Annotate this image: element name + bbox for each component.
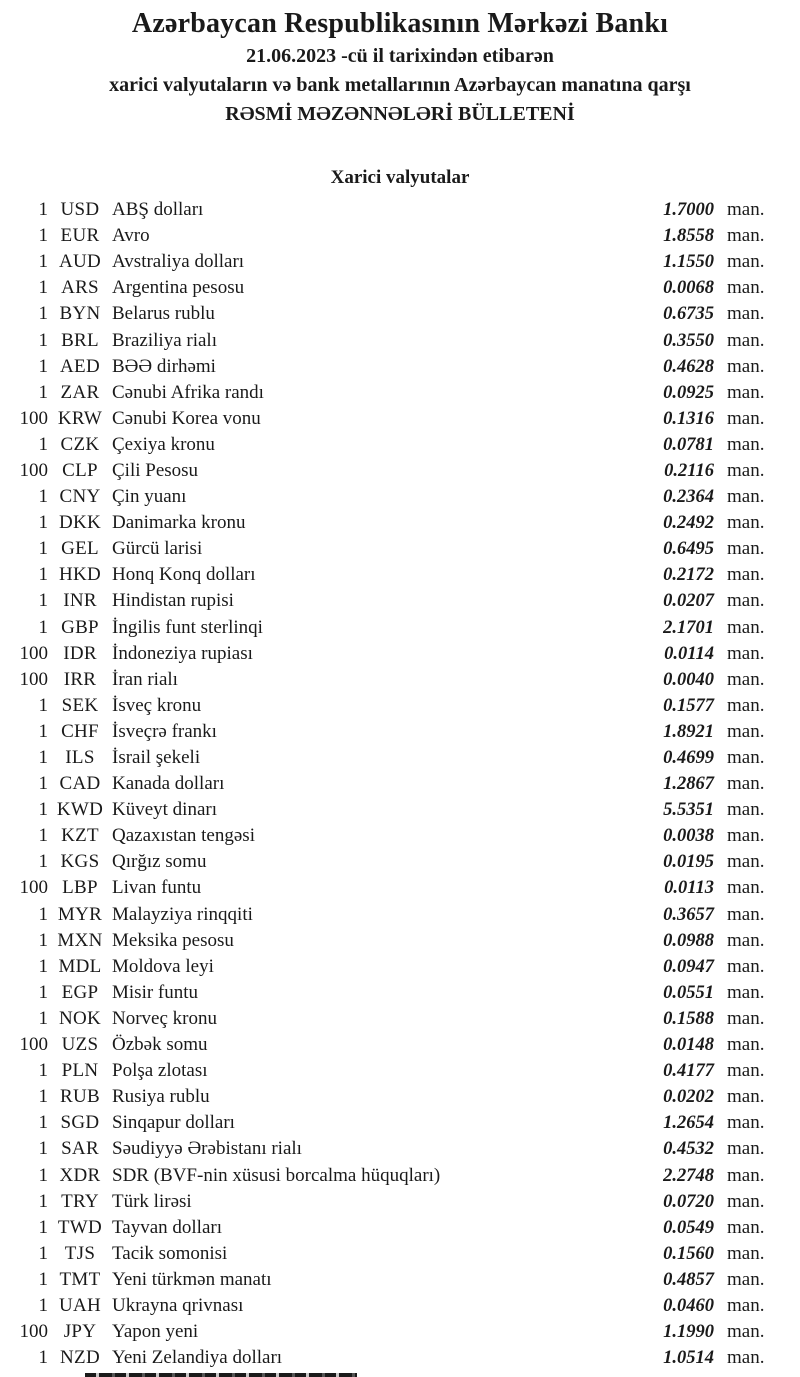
currency-code-cell: ARS	[61, 277, 99, 299]
rate-row	[0, 223, 800, 249]
currency-code-cell: KZT	[61, 825, 99, 847]
unit-cell: man.	[727, 694, 765, 716]
unit-cell: man.	[727, 825, 765, 847]
quantity-cell: 1	[38, 616, 48, 638]
currency-code-cell: CNY	[59, 486, 101, 508]
quantity-cell: 1	[38, 355, 48, 377]
rate-value-cell: 0.0038	[663, 826, 714, 847]
unit-cell: man.	[727, 225, 765, 247]
currency-code-cell: AED	[60, 355, 100, 377]
unit-cell: man.	[727, 955, 765, 977]
currency-name-cell: Səudiyyə Ərəbistanı rialı	[112, 1138, 302, 1160]
rate-row	[0, 641, 800, 667]
rate-row	[0, 875, 800, 901]
rate-row	[0, 354, 800, 380]
rate-row	[0, 1032, 800, 1058]
currency-name-cell: Avro	[112, 225, 150, 247]
rate-value-cell: 0.2492	[663, 513, 714, 534]
unit-cell: man.	[727, 1242, 765, 1264]
unit-cell: man.	[727, 1216, 765, 1238]
rate-row	[0, 197, 800, 223]
rate-row	[0, 1006, 800, 1032]
currency-name-cell: Çin yuanı	[112, 486, 187, 508]
currency-code-cell: SEK	[61, 694, 99, 716]
currency-name-cell: İsveçrə frankı	[112, 720, 217, 742]
unit-cell: man.	[727, 590, 765, 612]
quantity-cell: 1	[38, 433, 48, 455]
quantity-cell: 100	[19, 407, 48, 429]
rate-value-cell: 2.2748	[663, 1165, 714, 1186]
rate-value-cell: 0.1588	[663, 1008, 714, 1029]
unit-cell: man.	[727, 668, 765, 690]
rate-value-cell: 0.0195	[663, 852, 714, 873]
unit-cell: man.	[727, 1007, 765, 1029]
rate-value-cell: 0.3657	[663, 904, 714, 925]
rate-row	[0, 380, 800, 406]
currency-code-cell: UAH	[58, 1294, 102, 1316]
currency-name-cell: Yeni Zelandiya dolları	[112, 1347, 283, 1369]
currency-name-cell: Özbək somu	[112, 1034, 208, 1056]
rate-value-cell: 0.6495	[663, 539, 714, 560]
rate-row	[0, 980, 800, 1006]
currency-code-cell: USD	[60, 199, 100, 221]
unit-cell: man.	[727, 1190, 765, 1212]
rate-row	[0, 406, 800, 432]
unit-cell: man.	[727, 616, 765, 638]
rate-value-cell: 0.4857	[663, 1269, 714, 1290]
rate-row	[0, 1267, 800, 1293]
currency-name-cell: Moldova leyi	[112, 955, 214, 977]
currency-name-cell: Kanada dolları	[112, 773, 225, 795]
currency-name-cell: Çili Pesosu	[112, 459, 199, 481]
rate-row	[0, 615, 800, 641]
rate-row	[0, 902, 800, 928]
unit-cell: man.	[727, 512, 765, 534]
currency-code-cell: UZS	[61, 1034, 99, 1056]
unit-cell: man.	[727, 1034, 765, 1056]
currency-code-cell: KRW	[57, 407, 103, 429]
rate-value-cell: 0.0925	[663, 382, 714, 403]
currency-code-cell: JPY	[63, 1321, 97, 1343]
currency-name-cell: Gürcü larisi	[112, 538, 203, 560]
quantity-cell: 1	[38, 1190, 48, 1212]
unit-cell: man.	[727, 1060, 765, 1082]
currency-name-cell: Danimarka kronu	[112, 512, 246, 534]
rate-value-cell: 0.0720	[663, 1191, 714, 1212]
currency-code-cell: TWD	[57, 1216, 103, 1238]
quantity-cell: 1	[38, 799, 48, 821]
rate-value-cell: 0.0202	[663, 1087, 714, 1108]
unit-cell: man.	[727, 1112, 765, 1134]
quantity-cell: 1	[38, 981, 48, 1003]
unit-cell: man.	[727, 981, 765, 1003]
currency-name-cell: Livan funtu	[112, 877, 202, 899]
rate-value-cell: 1.0514	[663, 1348, 714, 1369]
unit-cell: man.	[727, 1347, 765, 1369]
quantity-cell: 1	[38, 1242, 48, 1264]
quantity-cell: 1	[38, 747, 48, 769]
quantity-cell: 1	[38, 251, 48, 273]
unit-cell: man.	[727, 486, 765, 508]
currency-name-cell: Honq Konq dolları	[112, 564, 256, 586]
currency-code-cell: TMT	[59, 1268, 101, 1290]
rate-row	[0, 1162, 800, 1188]
quantity-cell: 1	[38, 851, 48, 873]
currency-name-cell: Cənubi Korea vonu	[112, 407, 261, 429]
unit-cell: man.	[727, 407, 765, 429]
unit-cell: man.	[727, 564, 765, 586]
currency-name-cell: ABŞ dolları	[112, 199, 204, 221]
rate-value-cell: 0.1560	[663, 1243, 714, 1264]
rate-value-cell: 1.2654	[663, 1113, 714, 1134]
quantity-cell: 1	[38, 825, 48, 847]
currency-code-cell: LBP	[62, 877, 98, 899]
rate-row	[0, 1110, 800, 1136]
quantity-cell: 1	[38, 1347, 48, 1369]
unit-cell: man.	[727, 1294, 765, 1316]
quantity-cell: 1	[38, 773, 48, 795]
quantity-cell: 1	[38, 225, 48, 247]
unit-cell: man.	[727, 199, 765, 221]
unit-cell: man.	[727, 1086, 765, 1108]
currency-name-cell: Belarus rublu	[112, 303, 215, 325]
rate-value-cell: 1.1990	[663, 1322, 714, 1343]
currency-code-cell: SGD	[60, 1112, 100, 1134]
currency-code-cell: XDR	[59, 1164, 101, 1186]
rate-row	[0, 1293, 800, 1319]
rate-value-cell: 1.1550	[663, 252, 714, 273]
currency-code-cell: CHF	[61, 720, 99, 742]
unit-cell: man.	[727, 303, 765, 325]
quantity-cell: 1	[38, 1086, 48, 1108]
rate-value-cell: 0.0068	[663, 278, 714, 299]
currency-name-cell: Misir funtu	[112, 981, 199, 1003]
currency-code-cell: GEL	[61, 538, 99, 560]
quantity-cell: 100	[19, 459, 48, 481]
rate-row	[0, 1084, 800, 1110]
rate-row	[0, 301, 800, 327]
currency-name-cell: İndoneziya rupiası	[112, 642, 253, 664]
currency-code-cell: INR	[63, 590, 97, 612]
unit-cell: man.	[727, 538, 765, 560]
currency-code-cell: MXN	[57, 929, 103, 951]
quantity-cell: 1	[38, 590, 48, 612]
rate-row	[0, 458, 800, 484]
rate-row	[0, 1058, 800, 1084]
rate-row	[0, 954, 800, 980]
currency-code-cell: RUB	[60, 1086, 100, 1108]
unit-cell: man.	[727, 459, 765, 481]
quantity-cell: 100	[19, 1034, 48, 1056]
unit-cell: man.	[727, 1321, 765, 1343]
rate-row	[0, 510, 800, 536]
rate-value-cell: 0.0781	[663, 434, 714, 455]
rates-table	[0, 197, 800, 1371]
rate-value-cell: 0.1577	[663, 695, 714, 716]
bulletin-header	[0, 0, 800, 129]
currency-code-cell: BRL	[61, 329, 99, 351]
quantity-cell: 1	[38, 1268, 48, 1290]
quantity-cell: 1	[38, 538, 48, 560]
rate-value-cell: 0.0148	[663, 1035, 714, 1056]
quantity-cell: 1	[38, 955, 48, 977]
currency-code-cell: GBP	[61, 616, 99, 638]
currency-name-cell: Yeni türkmən manatı	[112, 1268, 272, 1290]
bank-name-title: Azərbaycan Respublikasının Mərkəzi Bankı	[131, 8, 669, 39]
quantity-cell: 1	[38, 1138, 48, 1160]
quantity-cell: 1	[38, 486, 48, 508]
currency-name-cell: SDR (BVF-nin xüsusi borcalma hüquqları)	[112, 1164, 441, 1186]
rate-value-cell: 0.0207	[663, 591, 714, 612]
currency-code-cell: TRY	[61, 1190, 99, 1212]
section-title-foreign-currencies: Xarici valyutalar	[330, 167, 470, 188]
quantity-cell: 1	[38, 512, 48, 534]
unit-cell: man.	[727, 1138, 765, 1160]
rate-row	[0, 1189, 800, 1215]
rate-row	[0, 484, 800, 510]
currency-name-cell: Meksika pesosu	[112, 929, 234, 951]
quantity-cell: 1	[38, 1216, 48, 1238]
quantity-cell: 1	[38, 329, 48, 351]
unit-cell: man.	[727, 747, 765, 769]
currency-code-cell: CAD	[59, 773, 101, 795]
rate-row	[0, 249, 800, 275]
rate-value-cell: 0.0040	[663, 669, 714, 690]
rate-value-cell: 0.6735	[663, 304, 714, 325]
rate-row	[0, 771, 800, 797]
unit-cell: man.	[727, 433, 765, 455]
rate-value-cell: 0.4699	[663, 748, 714, 769]
rate-value-cell: 0.0114	[664, 643, 714, 664]
rate-row	[0, 719, 800, 745]
unit-cell: man.	[727, 277, 765, 299]
unit-cell: man.	[727, 251, 765, 273]
currency-code-cell: MDL	[58, 955, 102, 977]
rate-row	[0, 432, 800, 458]
quantity-cell: 1	[38, 903, 48, 925]
quantity-cell: 1	[38, 277, 48, 299]
unit-cell: man.	[727, 381, 765, 403]
quantity-cell: 1	[38, 303, 48, 325]
rate-value-cell: 1.8921	[663, 721, 714, 742]
unit-cell: man.	[727, 903, 765, 925]
currency-name-cell: Tayvan dolları	[112, 1216, 222, 1238]
unit-cell: man.	[727, 851, 765, 873]
quantity-cell: 1	[38, 381, 48, 403]
quantity-cell: 1	[38, 1007, 48, 1029]
currency-name-cell: Polşa zlotası	[112, 1060, 208, 1082]
bulletin-title: RƏSMİ MƏZƏNNƏLƏRİ BÜLLETENİ	[225, 103, 575, 125]
currency-code-cell: ILS	[65, 747, 95, 769]
currency-name-cell: Küveyt dinarı	[112, 799, 218, 821]
rate-row	[0, 536, 800, 562]
currency-name-cell: Türk lirəsi	[112, 1190, 192, 1212]
currency-code-cell: EGP	[61, 981, 99, 1003]
rate-row	[0, 693, 800, 719]
currency-name-cell: Braziliya rialı	[112, 329, 217, 351]
currency-code-cell: KGS	[60, 851, 100, 873]
rate-value-cell: 0.1316	[663, 408, 714, 429]
rate-value-cell: 0.0460	[663, 1295, 714, 1316]
currency-name-cell: İsveç kronu	[112, 694, 202, 716]
currency-code-cell: CLP	[62, 459, 98, 481]
currency-code-cell: BYN	[59, 303, 101, 325]
quantity-cell: 100	[19, 877, 48, 899]
rate-value-cell: 0.4532	[663, 1139, 714, 1160]
rate-row	[0, 1136, 800, 1162]
currency-code-cell: AUD	[58, 251, 102, 273]
rate-row	[0, 562, 800, 588]
quantity-cell: 1	[38, 1164, 48, 1186]
quantity-cell: 1	[38, 694, 48, 716]
currency-name-cell: Sinqapur dolları	[112, 1112, 235, 1134]
unit-cell: man.	[727, 773, 765, 795]
currency-name-cell: Norveç kronu	[112, 1007, 217, 1029]
rate-row	[0, 823, 800, 849]
currency-name-cell: İngilis funt sterlinqi	[112, 616, 263, 638]
rate-value-cell: 5.5351	[663, 800, 714, 821]
quantity-cell: 1	[38, 199, 48, 221]
currency-code-cell: KWD	[56, 799, 104, 821]
quantity-cell: 100	[19, 668, 48, 690]
rate-row	[0, 1241, 800, 1267]
unit-cell: man.	[727, 799, 765, 821]
currency-name-cell: Rusiya rublu	[112, 1086, 210, 1108]
rate-value-cell: 0.2116	[664, 460, 714, 481]
rate-value-cell: 1.2867	[663, 774, 714, 795]
unit-cell: man.	[727, 355, 765, 377]
rate-value-cell: 0.3550	[663, 330, 714, 351]
clipped-next-row	[85, 1373, 357, 1377]
currency-name-cell: Avstraliya dolları	[112, 251, 245, 273]
currency-name-cell: İran rialı	[112, 668, 178, 690]
unit-cell: man.	[727, 1164, 765, 1186]
rate-value-cell: 2.1701	[663, 617, 714, 638]
rate-value-cell: 0.4177	[663, 1061, 714, 1082]
currency-name-cell: Qırğız somu	[112, 851, 207, 873]
currency-code-cell: NOK	[58, 1007, 102, 1029]
quantity-cell: 1	[38, 1112, 48, 1134]
currency-code-cell: ZAR	[60, 381, 100, 403]
rate-value-cell: 0.0988	[663, 930, 714, 951]
rate-value-cell: 0.2172	[663, 565, 714, 586]
rate-row	[0, 1345, 800, 1371]
unit-cell: man.	[727, 329, 765, 351]
rate-row	[0, 928, 800, 954]
rate-row	[0, 1319, 800, 1345]
unit-cell: man.	[727, 642, 765, 664]
currency-name-cell: Yapon yeni	[112, 1321, 199, 1343]
currency-name-cell: BƏƏ dirhəmi	[112, 355, 216, 377]
rate-value-cell: 1.8558	[663, 226, 714, 247]
rate-value-cell: 1.7000	[663, 200, 714, 221]
currency-code-cell: MYR	[57, 903, 103, 925]
effective-date-line: 21.06.2023 -cü il tarixindən etibarən	[246, 45, 554, 67]
rate-row	[0, 849, 800, 875]
rate-row	[0, 1215, 800, 1241]
currency-code-cell: NZD	[60, 1347, 100, 1369]
rate-value-cell: 0.2364	[663, 487, 714, 508]
currency-name-cell: Cənubi Afrika randı	[112, 381, 264, 403]
currency-name-cell: Argentina pesosu	[112, 277, 245, 299]
currency-code-cell: TJS	[64, 1242, 96, 1264]
currency-code-cell: EUR	[60, 225, 100, 247]
currency-name-cell: Qazaxıstan tengəsi	[112, 825, 255, 847]
quantity-cell: 1	[38, 929, 48, 951]
unit-cell: man.	[727, 929, 765, 951]
quantity-cell: 1	[38, 1060, 48, 1082]
unit-cell: man.	[727, 1268, 765, 1290]
subject-line: xarici valyutaların və bank metallarının Azərbaycan manatına qarşı	[109, 74, 691, 96]
unit-cell: man.	[727, 720, 765, 742]
quantity-cell: 1	[38, 720, 48, 742]
currency-code-cell: DKK	[58, 512, 102, 534]
rate-value-cell: 0.0947	[663, 956, 714, 977]
currency-code-cell: SAR	[61, 1138, 99, 1160]
rate-value-cell: 0.0549	[663, 1217, 714, 1238]
currency-code-cell: CZK	[60, 433, 100, 455]
quantity-cell: 100	[19, 642, 48, 664]
unit-cell: man.	[727, 877, 765, 899]
currency-name-cell: İsrail şekeli	[112, 747, 201, 769]
rate-row	[0, 275, 800, 301]
rate-value-cell: 0.0113	[664, 878, 714, 899]
currency-name-cell: Ukrayna qrivnası	[112, 1294, 244, 1316]
currency-code-cell: HKD	[58, 564, 102, 586]
rate-value-cell: 0.4628	[663, 356, 714, 377]
quantity-cell: 1	[38, 564, 48, 586]
currency-code-cell: IRR	[63, 668, 97, 690]
currency-name-cell: Malayziya rinqqiti	[112, 903, 253, 925]
rate-row	[0, 797, 800, 823]
rate-row	[0, 588, 800, 614]
quantity-cell: 1	[38, 1294, 48, 1316]
currency-name-cell: Çexiya kronu	[112, 433, 215, 455]
quantity-cell: 100	[19, 1321, 48, 1343]
rate-value-cell: 0.0551	[663, 982, 714, 1003]
currency-name-cell: Tacik somonisi	[112, 1242, 228, 1264]
currency-name-cell: Hindistan rupisi	[112, 590, 234, 612]
rate-row	[0, 667, 800, 693]
rate-row	[0, 327, 800, 353]
rate-row	[0, 745, 800, 771]
currency-code-cell: PLN	[61, 1060, 99, 1082]
currency-code-cell: IDR	[63, 642, 97, 664]
